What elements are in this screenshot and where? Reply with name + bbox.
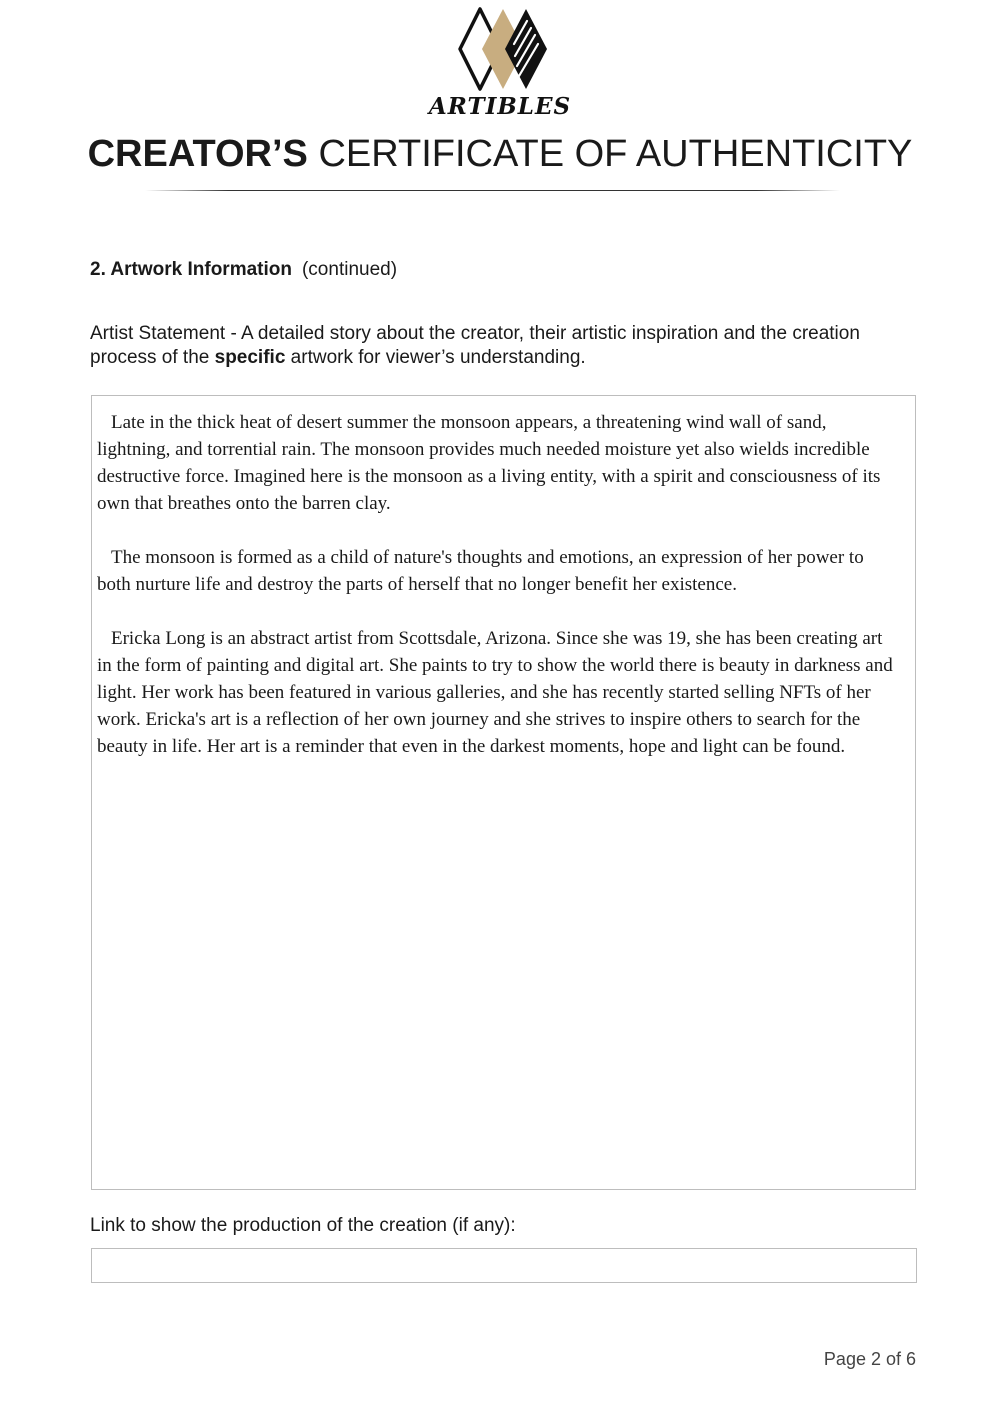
section-heading bbox=[90, 258, 397, 282]
section-heading-title: 2. Artwork Information bbox=[90, 259, 292, 280]
title-divider bbox=[145, 190, 840, 191]
production-link-label: Link to show the production of the creation (if any): bbox=[90, 1215, 516, 1236]
artist-statement-instructions bbox=[90, 322, 890, 370]
statement-paragraph: Ericka Long is an abstract artist from Scottsdale, Arizona. Since she was 19, she has been creating art in the form of painting and digital art. She paints to try to show the world there is beauty in darkness and light. Her work has been featured in various galleries, and she has recently started selling NFTs of her work. Ericka's art is a reflection of her own journey and she strives to inspire others to search for the beauty in life. Her art is a reminder that even in the darkest moments, hope and light can be found. bbox=[97, 628, 893, 757]
diamond-logo-icon bbox=[448, 4, 558, 94]
section-heading-note: (continued) bbox=[301, 259, 398, 280]
intro-text-before: Artist Statement - A detailed story about the creator, their artistic inspiration and the creation process of the bbox=[90, 323, 860, 368]
brand-name: ARTIBLES bbox=[428, 93, 572, 120]
intro-text-after: artwork for viewer’s understanding. bbox=[285, 347, 586, 368]
page-title-rest: CERTIFICATE OF AUTHENTICITY bbox=[318, 133, 913, 175]
intro-text-emphasis: specific bbox=[214, 347, 286, 368]
page-number: Page 2 of 6 bbox=[823, 1349, 916, 1369]
statement-paragraph: The monsoon is formed as a child of nature's thoughts and emotions, an expression of her power to both nurture life and destroy the parts of herself that no longer benefit her existence. bbox=[97, 547, 864, 595]
page-title-bold: CREATOR’S bbox=[87, 133, 308, 175]
statement-paragraph: Late in the thick heat of desert summer the monsoon appears, a threatening wind wall of sand, lightning, and torrential rain. The monsoon provides much needed moisture yet also wields incredible destructive force. Imagined here is the monsoon as a living entity, with a spirit and consciousness of its own that breathes onto the barren clay. bbox=[97, 412, 881, 514]
page-title bbox=[0, 132, 1000, 176]
artist-statement-field[interactable] bbox=[91, 395, 916, 1190]
production-link-field[interactable] bbox=[91, 1248, 917, 1283]
